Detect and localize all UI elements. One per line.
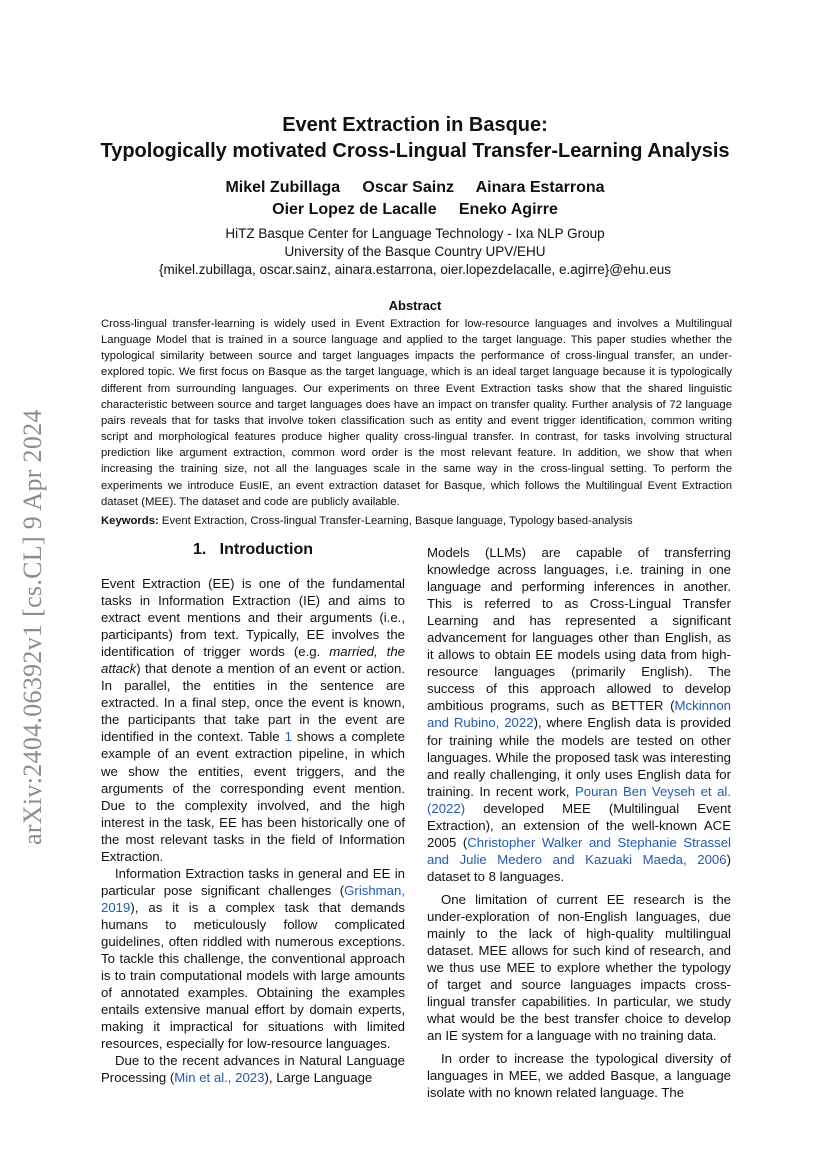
paragraph-text: ), as it is a complex task that demands humans to meticulously follow complicated guidelines, often riddled with numerous exceptions. To tackle this challenge, the conventional approach is to train computational models with large amounts of annotated examples. Obtaining the examples entails extensive manual effort by domain experts, making it impractical for situations with limited resources, especially for low-resource languages. [101, 899, 405, 1052]
paper-title [80, 112, 750, 164]
paragraph-text: ) dataset to 8 languages. [427, 851, 731, 884]
abstract-text: Cross-lingual transfer-learning is widely used in Event Extraction for low-resource languages and involves a Multilingual Language Model that is trained in a source language and applied to the target language. This paper studies whether the typological similarity between source and target languages impacts the performance of cross-lingual transfer, an under-explored topic. We first focus on Basque as the target language, which is an ideal target language because it is typologically different from surrounding languages. Our experiments on three Event Extraction tasks show that the shared linguistic characteristic between source and target languages does have an impact on transfer quality. Further analysis of 72 language pairs reveals that for tasks that involve token classification such as entity and event trigger identification, common writing script and morphological features produce higher quality cross-lingual transfer. In contrast, for tasks involving structural prediction like argument extraction, common word order is the most relevant feature. In addition, we show that when increasing the training size, not all the languages scale in the same way in the cross-lingual setting. To perform the experiments we introduce EusIE, an event extraction dataset for Basque, which follows the Multilingual Event Extraction dataset (MEE). The dataset and code are publicly available. [101, 318, 732, 508]
intro-paragraph-4 [427, 544, 731, 885]
paragraph-text: ) that denote a mention of an event or action. In parallel, the entities in the sentence are extracted. In a final step, once the event is known, the participants that take part in the event are identified in the context. Table [101, 661, 405, 745]
keywords-label: Keywords: [101, 515, 159, 527]
paragraph-text: developed MEE (Multilingual Event Extraction), an extension of the well-known ACE 2005 ( [427, 800, 731, 850]
citation-link[interactable]: Christopher Walker and Stephanie Strassel and Julie Medero and Kazuaki Maeda, 2006 [427, 834, 731, 867]
paragraph-text: Event Extraction (EE) is one of the fundamental tasks in Information Extraction (IE) and aims to extract event mentions and their arguments (i.e., participants) from text. Typically, EE involves the identification of trigger words (e.g. [101, 576, 405, 660]
intro-paragraph-3 [101, 1052, 405, 1086]
keywords-text: Event Extraction, Cross-lingual Transfer-Learning, Basque language, Typology based-analysis [158, 515, 633, 527]
section-heading-introduction: 1. Introduction [193, 541, 313, 558]
affiliation-line-1: HiTZ Basque Center for Language Technology - Ixa NLP Group [225, 226, 605, 241]
author-line-1: Mikel Zubillaga Oscar Sainz Ainara Estarrona [225, 179, 605, 196]
emphasis-example: married, the attack [101, 644, 405, 677]
author-emails: {mikel.zubillaga, oscar.sainz, ainara.estarrona, oier.lopezdelacalle, e.agirre}@ehu.eus [158, 262, 671, 277]
citation-link[interactable]: Min et al., 2023 [174, 1070, 265, 1086]
citation-link[interactable]: Pouran Ben Veyseh et al. (2022) [427, 783, 731, 816]
intro-paragraph-2 [101, 865, 405, 1053]
author-list [80, 177, 750, 221]
right-column [427, 544, 731, 1102]
paper-title-line-1: Event Extraction in Basque: [282, 114, 548, 136]
abstract-heading: Abstract [388, 298, 442, 313]
citation-link[interactable]: Mckinnon and Rubino, 2022 [427, 698, 731, 731]
keywords-line [101, 513, 732, 529]
intro-paragraph-6: In order to increase the typological diversity of languages in MEE, we added Basque, a language isolate with no known related language. The [427, 1051, 731, 1101]
paragraph-text: shows a complete example of an event extraction pipeline, in which we show the entities, event triggers, and the arguments of the corresponding event mention. Due to the complexity involved, and the high interest in the task, EE has been historically one of the most relevant tasks in the field of Information Extraction. [101, 729, 405, 864]
arxiv-identifier: arXiv:2404.06392v1 [cs.CL] 9 Apr 2024 [18, 409, 47, 845]
paragraph-text: ), Large Language [264, 1070, 373, 1086]
paper-title-line-2: Typologically motivated Cross-Lingual Transfer-Learning Analysis [100, 140, 730, 162]
left-column [101, 575, 405, 1086]
author-line-2: Oier Lopez de Lacalle Eneko Agirre [272, 201, 558, 218]
paragraph-text: Due to the recent advances in Natural Language Processing ( [101, 1053, 405, 1086]
intro-paragraph-5: One limitation of current EE research is the under-exploration of non-English languages, due mainly to the lack of high-quality multilingual dataset. MEE allows for such kind of research, and we thus use MEE to explore whether the typology of target and source languages impacts cross-lingual transfer capabilities. In particular, we study what would be the best transfer choice to develop an IE system for a language with no training data. [427, 891, 731, 1044]
affiliation-block [80, 225, 750, 279]
table-reference-link[interactable]: 1 [284, 729, 292, 745]
paragraph-text: Models (LLMs) are capable of transferring knowledge across languages, i.e. training in one language and performing inferences in another. This is referred to as Cross-Lingual Transfer Learning and has represented a significant advancement for languages other than English, as it allows to obtain EE models using data from high-resource languages (primarily English). The success of this approach allowed to develop ambitious programs, such as BETTER ( [427, 545, 731, 714]
paragraph-text: Information Extraction tasks in general and EE in particular pose significant challenges ( [101, 865, 405, 898]
paragraph-text: ), where English data is provided for training while the models are tested on other languages. While the proposed task was interesting and really challenging, it only uses English data for training. In recent work, [427, 715, 732, 799]
intro-paragraph-1 [101, 575, 405, 865]
affiliation-line-2: University of the Basque Country UPV/EHU [284, 244, 546, 259]
citation-link[interactable]: Grishman, 2019 [101, 882, 405, 915]
